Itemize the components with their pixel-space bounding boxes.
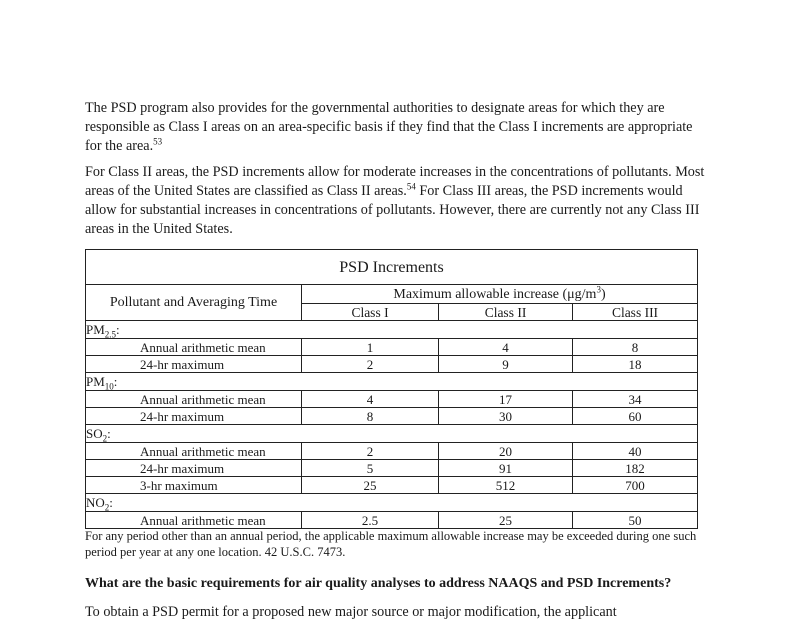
footnote-ref-53: 53 [153,136,163,147]
value-class-iii: 18 [573,356,698,373]
value-class-ii: 9 [439,356,573,373]
value-class-iii: 182 [573,460,698,477]
pollutant-name: $PM_{10}$: [86,373,698,391]
averaging-time: Annual arithmetic mean [86,339,302,356]
value-class-ii: 17 [439,391,573,408]
averaging-time: 3-hr maximum [86,477,302,494]
table-row [86,408,698,425]
value-class-i: 2 [302,443,439,460]
table-row [86,477,698,494]
value-class-iii: 50 [573,512,698,529]
paragraph-psd-permit: To obtain a PSD permit for a proposed new major source or major modification, the applicant [85,604,617,620]
table-row [86,391,698,408]
value-class-ii: 30 [439,408,573,425]
value-class-ii: 25 [439,512,573,529]
value-class-ii: 512 [439,477,573,494]
value-class-i: 2 [302,356,439,373]
averaging-time: Annual arithmetic mean [86,443,302,460]
averaging-time: 24-hr maximum [86,356,302,373]
value-class-ii: 20 [439,443,573,460]
pollutant-name: $SO_2$: [86,425,698,443]
value-class-i: 4 [302,391,439,408]
pollutant-name: $NO_2$: [86,494,698,512]
value-class-i: 5 [302,460,439,477]
paragraph-class-ii-iii: For Class II areas, the PSD increments allow for moderate increases in the concentrations of pollutants. Most areas of the United States are classified as Class II areas.$^{54}$ For Class III areas, the PSD increments would allow for substantial increases in concentrations of pollutants. However, there are currently not any Class III areas in the United States. [85,164,705,237]
section-question: What are the basic requirements for air quality analyses to address NAAQS and PSD Increments? [85,576,672,591]
value-class-i: 8 [302,408,439,425]
value-class-iii: 40 [573,443,698,460]
header-class-i: Class I [302,304,439,321]
pollutant-group-row [86,494,698,512]
averaging-time: 24-hr maximum [86,460,302,477]
averaging-time: 24-hr maximum [86,408,302,425]
value-class-iii: 34 [573,391,698,408]
table-row [86,443,698,460]
header-class-ii: Class II [439,304,573,321]
header-max-increase: Maximum allowable increase $(\mu g/m^3)$ [302,285,698,304]
value-class-i: 1 [302,339,439,356]
footnote-ref-54: 54 [406,181,416,192]
averaging-time: Annual arithmetic mean [86,391,302,408]
pollutant-group-row [86,321,698,339]
psd-increments-table [85,249,698,529]
value-class-i: 25 [302,477,439,494]
value-class-i: 2.5 [302,512,439,529]
value-class-iii: 700 [573,477,698,494]
pollutant-group-row [86,373,698,391]
value-class-iii: 60 [573,408,698,425]
table-row [86,460,698,477]
value-class-iii: 8 [573,339,698,356]
table-row [86,339,698,356]
paragraph-class-i-designation: The PSD program also provides for the governmental authorities to designate areas for which they are responsible as Class I areas on an area-specific basis if they find that the Class I increments are appropriate for the area.$^{53}$ [85,100,693,154]
header-class-iii: Class III [573,304,698,321]
table-footnote: For any period other than an annual period, the applicable maximum allowable increase may be exceeded during one such period per year at any one location. 42 U.S.C. 7473. [85,529,697,559]
value-class-ii: 91 [439,460,573,477]
pollutant-name: $PM_{2.5}$: [86,321,698,339]
table-caption: PSD Increments [86,250,698,285]
pollutant-group-row [86,425,698,443]
averaging-time: Annual arithmetic mean [86,512,302,529]
table-row [86,512,698,529]
header-pollutant: Pollutant and Averaging Time [86,285,302,321]
table-row [86,356,698,373]
value-class-ii: 4 [439,339,573,356]
